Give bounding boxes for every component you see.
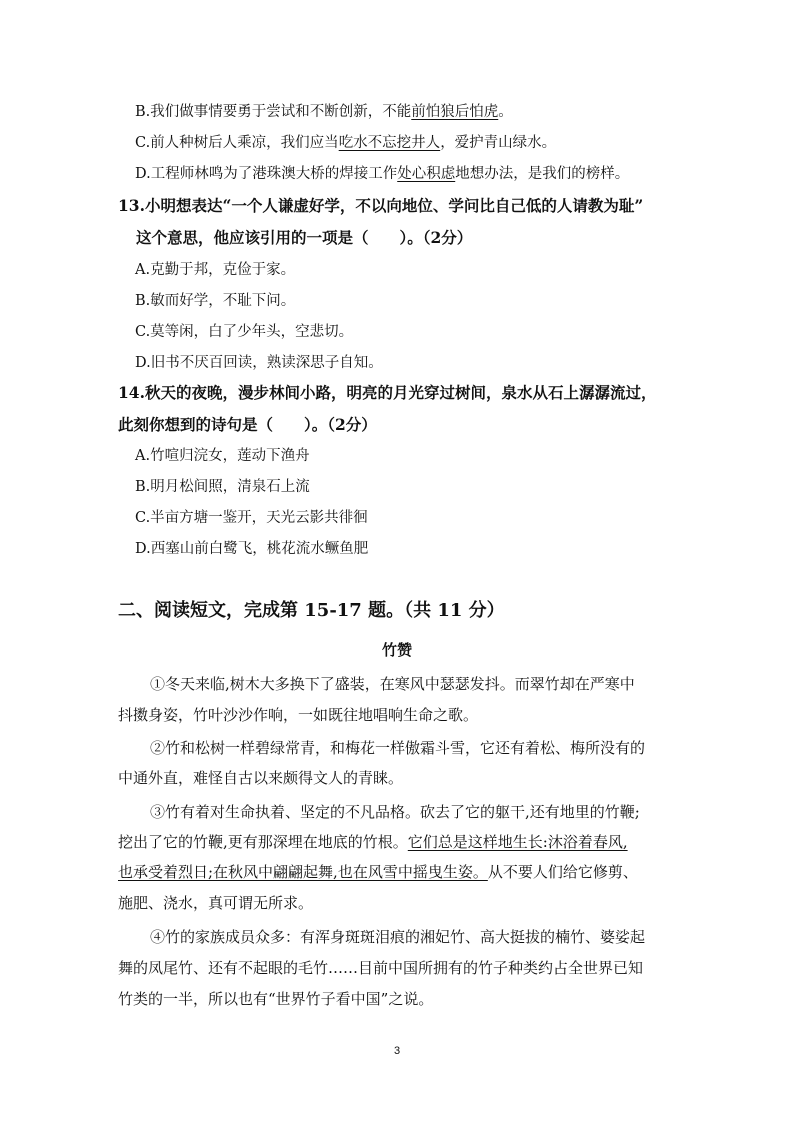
paragraph-2-line-2: 中通外直，难怪自古以来颇得文人的青睐。 <box>118 769 404 787</box>
q12-option-c-text: C.前人种树后人乘凉，我们应当 <box>135 135 339 151</box>
q12-option-d-underlined: 处心积虑 <box>397 166 456 182</box>
paragraph-4-line-2: 舞的凤尾竹、还有不起眼的毛竹……目前中国所拥有的竹子种类约占全世界已知 <box>118 959 644 977</box>
q14-option-c: C.半亩方塘一鉴开，天光云影共徘徊 <box>135 510 368 526</box>
paragraph-3-underlined-start: 它们总是这样地生长:沐浴着春风, <box>407 833 628 851</box>
q13-option-d: D.旧书不厌百回读，熟读深思子自知。 <box>135 355 383 371</box>
paragraph-3-line-3 <box>118 861 638 883</box>
paragraph-2-line-1: ②竹和松树一样碧绿常青，和梅花一样傲霜斗雪，它还有着松、梅所没有的 <box>150 739 646 757</box>
q12-option-b-text: B.我们做事情要勇于尝试和不断创新，不能 <box>135 104 412 120</box>
q12-option-c-underlined: 吃水不忘挖井人 <box>338 135 441 151</box>
q12-option-d-end: 地想办法，是我们的榜样。 <box>455 166 630 182</box>
q14-stem-line1: 14.秋天的夜晚，漫步林间小路，明亮的月光穿过树间，泉水从石上潺潺流过， <box>118 383 657 402</box>
q14-option-a: A.竹喧归浣女，莲动下渔舟 <box>135 448 310 464</box>
q12-option-d <box>135 163 629 185</box>
q12-option-c <box>135 132 556 154</box>
q13-stem-line2: 这个意思，他应该引用的一项是（ ）。（2分） <box>136 228 473 247</box>
q13-stem-line1: 13.小明想表达“一个人谦虚好学，不以向地位、学问比自己低的人请教为耻” <box>118 196 644 215</box>
paragraph-3-line-4: 施肥、浇水，真可谓无所求。 <box>118 894 314 912</box>
q13-option-b: B.敏而好学，不耻下问。 <box>135 293 296 309</box>
q13-option-c: C.莫等闲，白了少年头，空悲切。 <box>135 324 354 340</box>
q14-option-d: D.西塞山前白鹭飞，桃花流水鳜鱼肥 <box>135 541 369 557</box>
section-heading: 二、阅读短文，完成第 15-17 题。（共 11 分） <box>118 600 505 621</box>
q14-stem-line2: 此刻你想到的诗句是（ ）。（2分） <box>118 415 377 434</box>
page-number: 3 <box>393 1045 401 1057</box>
paragraph-3-line-3-text: 从不要人们给它修剪、 <box>487 863 638 881</box>
paragraph-3-line-2 <box>118 831 628 853</box>
q12-option-b-end: 。 <box>498 104 513 120</box>
passage-title: 竹赞 <box>381 641 412 659</box>
paragraph-3-line-1: ③竹有着对生命执着、坚定的不凡品格。砍去了它的躯干,还有地里的竹鞭; <box>150 803 640 821</box>
paragraph-3-underlined-end: 也承受着烈日;在秋风中翩翩起舞,也在风雪中摇曳生姿。 <box>118 863 488 881</box>
q14-option-b: B.明月松间照，清泉石上流 <box>135 479 310 495</box>
q13-option-a: A.克勤于邦，克俭于家。 <box>135 262 296 278</box>
q12-option-d-text: D.工程师林鸣为了港珠澳大桥的焊接工作 <box>135 166 398 182</box>
paragraph-1-line-1: ①冬天来临,树木大多换下了盛装，在寒风中瑟瑟发抖。而翠竹却在严寒中 <box>150 675 635 693</box>
paragraph-4-line-1: ④竹的家族成员众多：有浑身斑斑泪痕的湘妃竹、高大挺拔的楠竹、婆娑起 <box>150 928 646 946</box>
paragraph-4-line-3: 竹类的一半，所以也有“世界竹子看中国”之说。 <box>118 990 434 1008</box>
q12-option-b <box>135 101 513 123</box>
q12-option-c-end: ，爱护青山绿水。 <box>440 135 557 151</box>
q12-option-b-underlined: 前怕狼后怕虎 <box>411 104 499 120</box>
paragraph-3-line-2-text: 挖出了它的竹鞭,更有那深埋在地底的竹根。 <box>118 833 408 851</box>
paragraph-1-line-2: 抖擞身姿，竹叶沙沙作响，一如既往地唱响生命之歌。 <box>118 706 479 724</box>
